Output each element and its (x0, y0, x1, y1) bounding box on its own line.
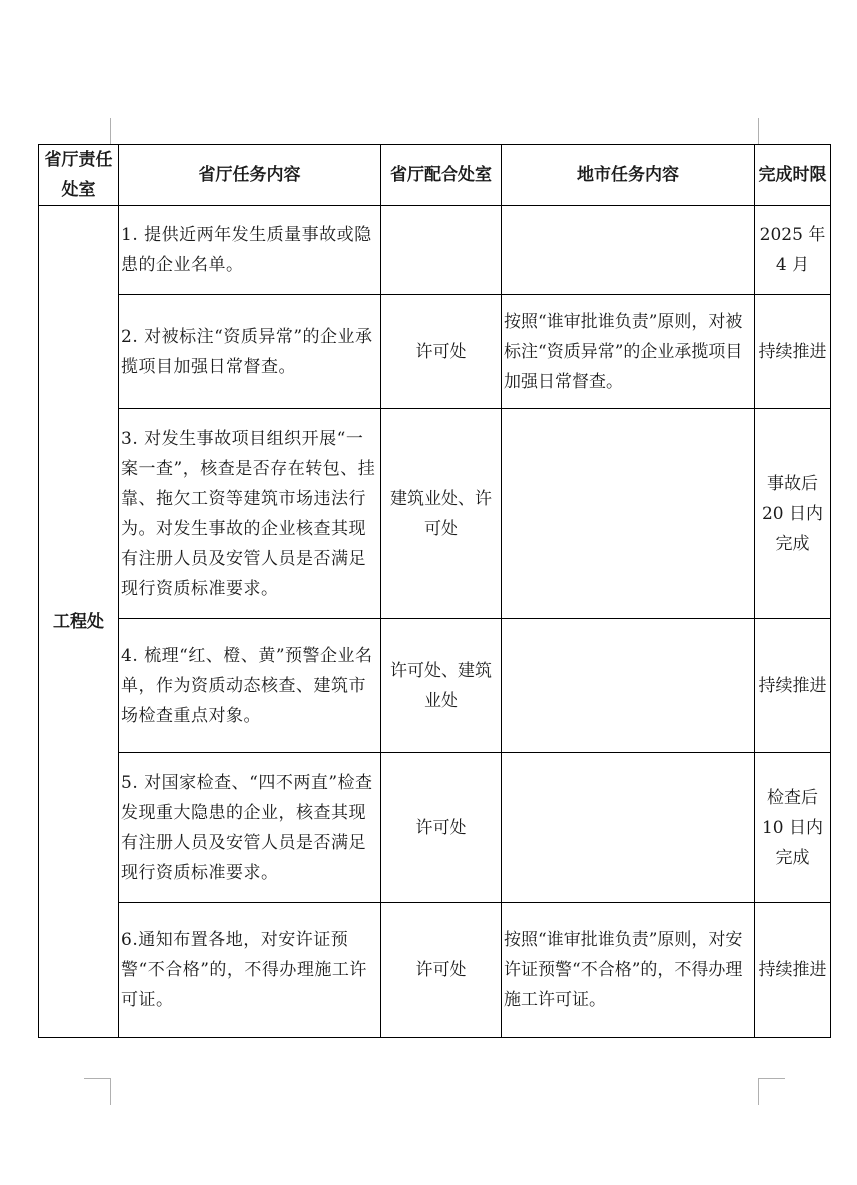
deadline-cell: 持续推进 (755, 903, 831, 1038)
local-task-cell (502, 619, 755, 753)
co-dept-cell: 许可处 (381, 753, 502, 903)
task-cell: 2. 对被标注“资质异常”的企业承揽项目加强日常督查。 (119, 295, 381, 409)
local-task-cell: 按照“谁审批谁负责”原则，对安许证预警“不合格”的，不得办理施工许可证。 (502, 903, 755, 1038)
deadline-cell: 检查后 10 日内完成 (755, 753, 831, 903)
table-row (39, 619, 831, 753)
task-table (38, 144, 831, 1038)
header-co: 省厅配合处室 (381, 145, 502, 206)
task-cell: 1. 提供近两年发生质量事故或隐患的企业名单。 (119, 206, 381, 295)
crop-mark-bottom-right (758, 1078, 785, 1105)
table-row (39, 903, 831, 1038)
deadline-cell: 持续推进 (755, 295, 831, 409)
header-dept: 省厅责任处室 (39, 145, 119, 206)
dept-cell: 工程处 (39, 206, 119, 1038)
crop-mark-bottom-left (84, 1078, 111, 1105)
task-cell: 5. 对国家检查、“四不两直”检查发现重大隐患的企业，核查其现有注册人员及安管人员是否满足现行资质标准要求。 (119, 753, 381, 903)
task-cell: 3. 对发生事故项目组织开展“一案一查”，核查是否存在转包、挂靠、拖欠工资等建筑市场违法行为。对发生事故的企业核查其现有注册人员及安管人员是否满足现行资质标准要求。 (119, 409, 381, 619)
co-dept-cell: 许可处 (381, 295, 502, 409)
local-task-cell (502, 409, 755, 619)
table-row (39, 409, 831, 619)
table-row (39, 206, 831, 295)
co-dept-cell (381, 206, 502, 295)
header-task: 省厅任务内容 (119, 145, 381, 206)
header-row (39, 145, 831, 206)
task-cell: 6.通知布置各地，对安许证预警“不合格”的，不得办理施工许可证。 (119, 903, 381, 1038)
co-dept-cell: 许可处、建筑业处 (381, 619, 502, 753)
deadline-cell: 事故后 20 日内完成 (755, 409, 831, 619)
deadline-cell: 持续推进 (755, 619, 831, 753)
crop-mark-top-left (84, 118, 111, 145)
header-time: 完成时限 (755, 145, 831, 206)
co-dept-cell: 许可处 (381, 903, 502, 1038)
table-row (39, 753, 831, 903)
local-task-cell (502, 753, 755, 903)
header-local: 地市任务内容 (502, 145, 755, 206)
crop-mark-top-right (758, 118, 785, 145)
co-dept-cell: 建筑业处、许可处 (381, 409, 502, 619)
deadline-cell: 2025 年 4 月 (755, 206, 831, 295)
task-cell: 4. 梳理“红、橙、黄”预警企业名单，作为资质动态核查、建筑市场检查重点对象。 (119, 619, 381, 753)
local-task-cell: 按照“谁审批谁负责”原则，对被标注“资质异常”的企业承揽项目加强日常督查。 (502, 295, 755, 409)
table-row (39, 295, 831, 409)
local-task-cell (502, 206, 755, 295)
